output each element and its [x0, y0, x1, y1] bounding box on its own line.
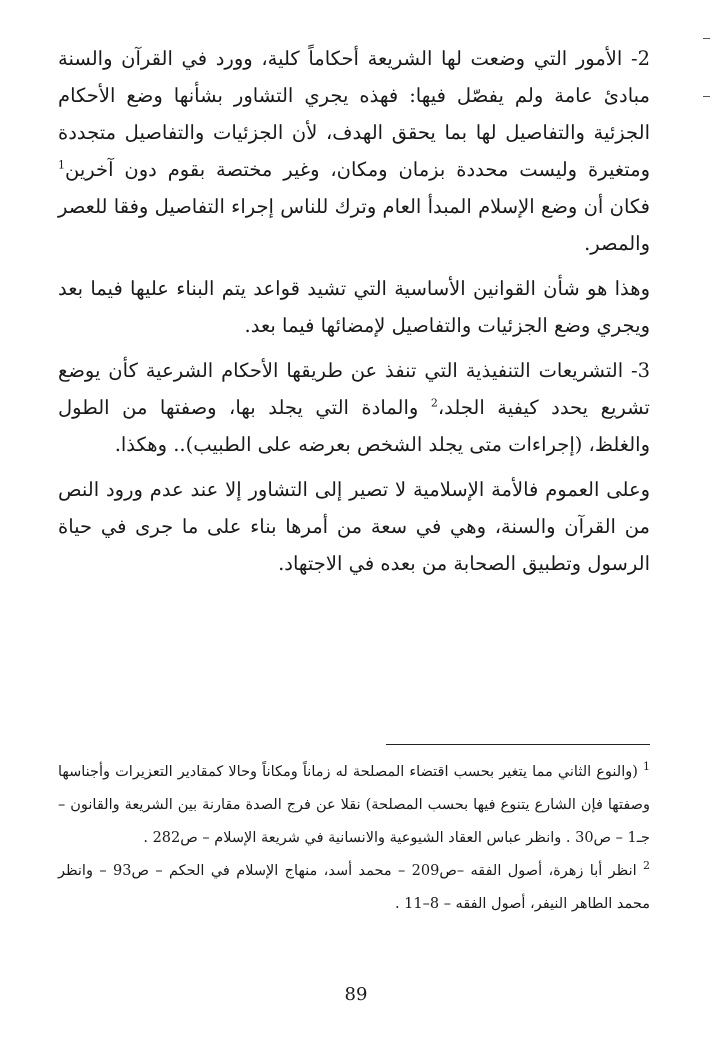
paragraph-1: وهذا هو شأن القوانين الأساسية التي تشيد قواعد يتم البناء عليها فيما بعد ويجري وضع الجزئيات والتفاصيل لإمضائها فيما بعد. — [58, 277, 650, 337]
page-number: 89 — [344, 984, 368, 1005]
list-item-2-text-cont: فكان أن وضع الإسلام المبدأ العام وترك للناس إجراء التفاصيل وفقا للعصر والمصر. — [58, 195, 650, 255]
footnote-separator — [386, 744, 650, 745]
list-item-2 — [58, 40, 650, 262]
footnote-text: انظر أبا زهرة، أصول الفقه –ص209 – محمد أسد، منهاج الإسلام في الحكم – ص93 – وانظر محمد الطاهر النيفر، أصول الفقه – 8–11 . — [58, 863, 650, 912]
footnote-number: 1 — [643, 760, 650, 774]
footnote-1 — [58, 756, 650, 855]
page-edge-mark — [703, 96, 710, 97]
page-edge-mark — [703, 38, 710, 39]
footnote-text: (والنوع الثاني مما يتغير بحسب اقتضاء المصلحة له زماناً ومكاناً وحالا كمقادير التعزيرات وأجناسها وصفتها فإن الشارع يتنوع فيها بحسب المصلحة) نقلا عن فرج الصدة مقارنة بين الشريعة والقانون – جـ1 – ص30 . وانظر عباس العقاد الشيوعية والانسانية في شريعة الإسلام – ص282 . — [58, 764, 650, 846]
paragraph-2: وعلى العموم فالأمة الإسلامية لا تصير إلى التشاور إلا عند عدم ورود النص من القرآن والسنة، وهي في سعة من أمرها بناء على ما جرى في حياة الرسول وتطبيق الصحابة من بعده في الاجتهاد. — [58, 478, 650, 575]
main-text — [58, 40, 650, 590]
footnote-ref-1[interactable]: 1 — [58, 158, 65, 172]
list-item-3-text: 3- التشريعات التنفيذية التي تنفذ عن طريقها الأحكام الشرعية كأن يوضع تشريع يحدد كيفية الجلد، — [58, 359, 650, 419]
footnote-2 — [58, 855, 650, 921]
footnote-ref-2[interactable]: 2 — [430, 396, 438, 410]
footnotes — [58, 756, 650, 921]
footnote-number: 2 — [643, 859, 651, 873]
list-item-2-text: 2- الأمور التي وضعت لها الشريعة أحكاماً كلية، وورد في القرآن والسنة مبادئ عامة ولم يفصّل فيها: فهذه يجري التشاور بشأنها وضع الأحكام الجزئية والتفاصيل لها بما يحقق الهدف، لأن الجزئيات والتفاصيل متجددة ومتغيرة وليست محددة بزمان ومكان، وغير مختصة بقوم دون آخرين — [58, 47, 650, 181]
list-item-3 — [58, 352, 650, 463]
list-item-3-text-cont: والمادة التي يجلد بها، وصفتها من الطول والغلظ، (إجراءات متى يجلد الشخص بعرضه على الطبيب).. وهكذا. — [58, 396, 650, 456]
